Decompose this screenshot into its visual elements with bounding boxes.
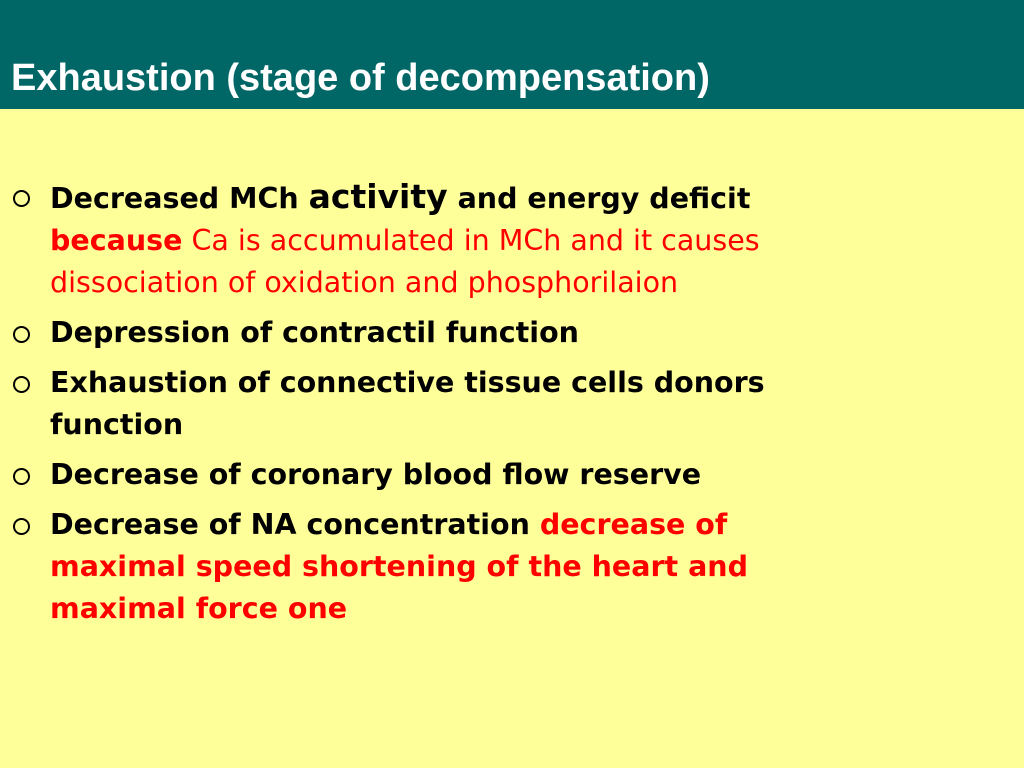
bullet-text-emphasis: decrease of xyxy=(539,508,728,541)
bullet-connective-tissue xyxy=(0,362,1024,446)
bullet-text: Depression of contractil function xyxy=(50,316,579,349)
bullet-line xyxy=(50,362,1014,404)
bullet-text: Ca is accumulated in MCh and it causes xyxy=(182,224,760,257)
bullet-text: maximal force one xyxy=(50,592,348,625)
bullet-line xyxy=(50,454,1014,496)
hollow-circle-bullet-icon xyxy=(13,468,30,485)
bullet-line xyxy=(50,262,1014,304)
bullet-line xyxy=(50,504,1014,546)
hollow-circle-bullet-icon xyxy=(13,190,30,207)
bullet-text: Decrease of NA concentration xyxy=(50,508,540,541)
bullet-coronary-flow xyxy=(0,454,1024,496)
bullet-text-keyword: because xyxy=(50,224,183,257)
bullet-text: dissociation of oxidation and phosphorilaion xyxy=(50,266,679,299)
bullet-text: and energy deficit xyxy=(447,182,751,215)
bullet-line xyxy=(50,220,1014,262)
slide-title: Exhaustion (stage of decompensation) xyxy=(11,57,710,99)
bullet-na-concentration xyxy=(0,504,1024,630)
bullet-text: function xyxy=(50,408,184,441)
bullet-list xyxy=(0,176,1024,638)
bullet-text: Decreased MCh xyxy=(50,182,309,215)
hollow-circle-bullet-icon xyxy=(13,518,30,535)
bullet-text-emphasis: activity xyxy=(308,177,448,216)
hollow-circle-bullet-icon xyxy=(13,376,30,393)
bullet-contractil-function xyxy=(0,312,1024,354)
hollow-circle-bullet-icon xyxy=(13,326,30,343)
bullet-line xyxy=(50,588,1014,630)
bullet-line xyxy=(50,176,1014,220)
bullet-text: maximal speed shortening of the heart and xyxy=(50,550,748,583)
bullet-line xyxy=(50,546,1014,588)
bullet-line xyxy=(50,404,1014,446)
bullet-line xyxy=(50,312,1014,354)
bullet-text: Decrease of coronary blood flow reserve xyxy=(50,458,702,491)
bullet-text: Exhaustion of connective tissue cells donors xyxy=(50,366,765,399)
bullet-mch-activity xyxy=(0,176,1024,304)
